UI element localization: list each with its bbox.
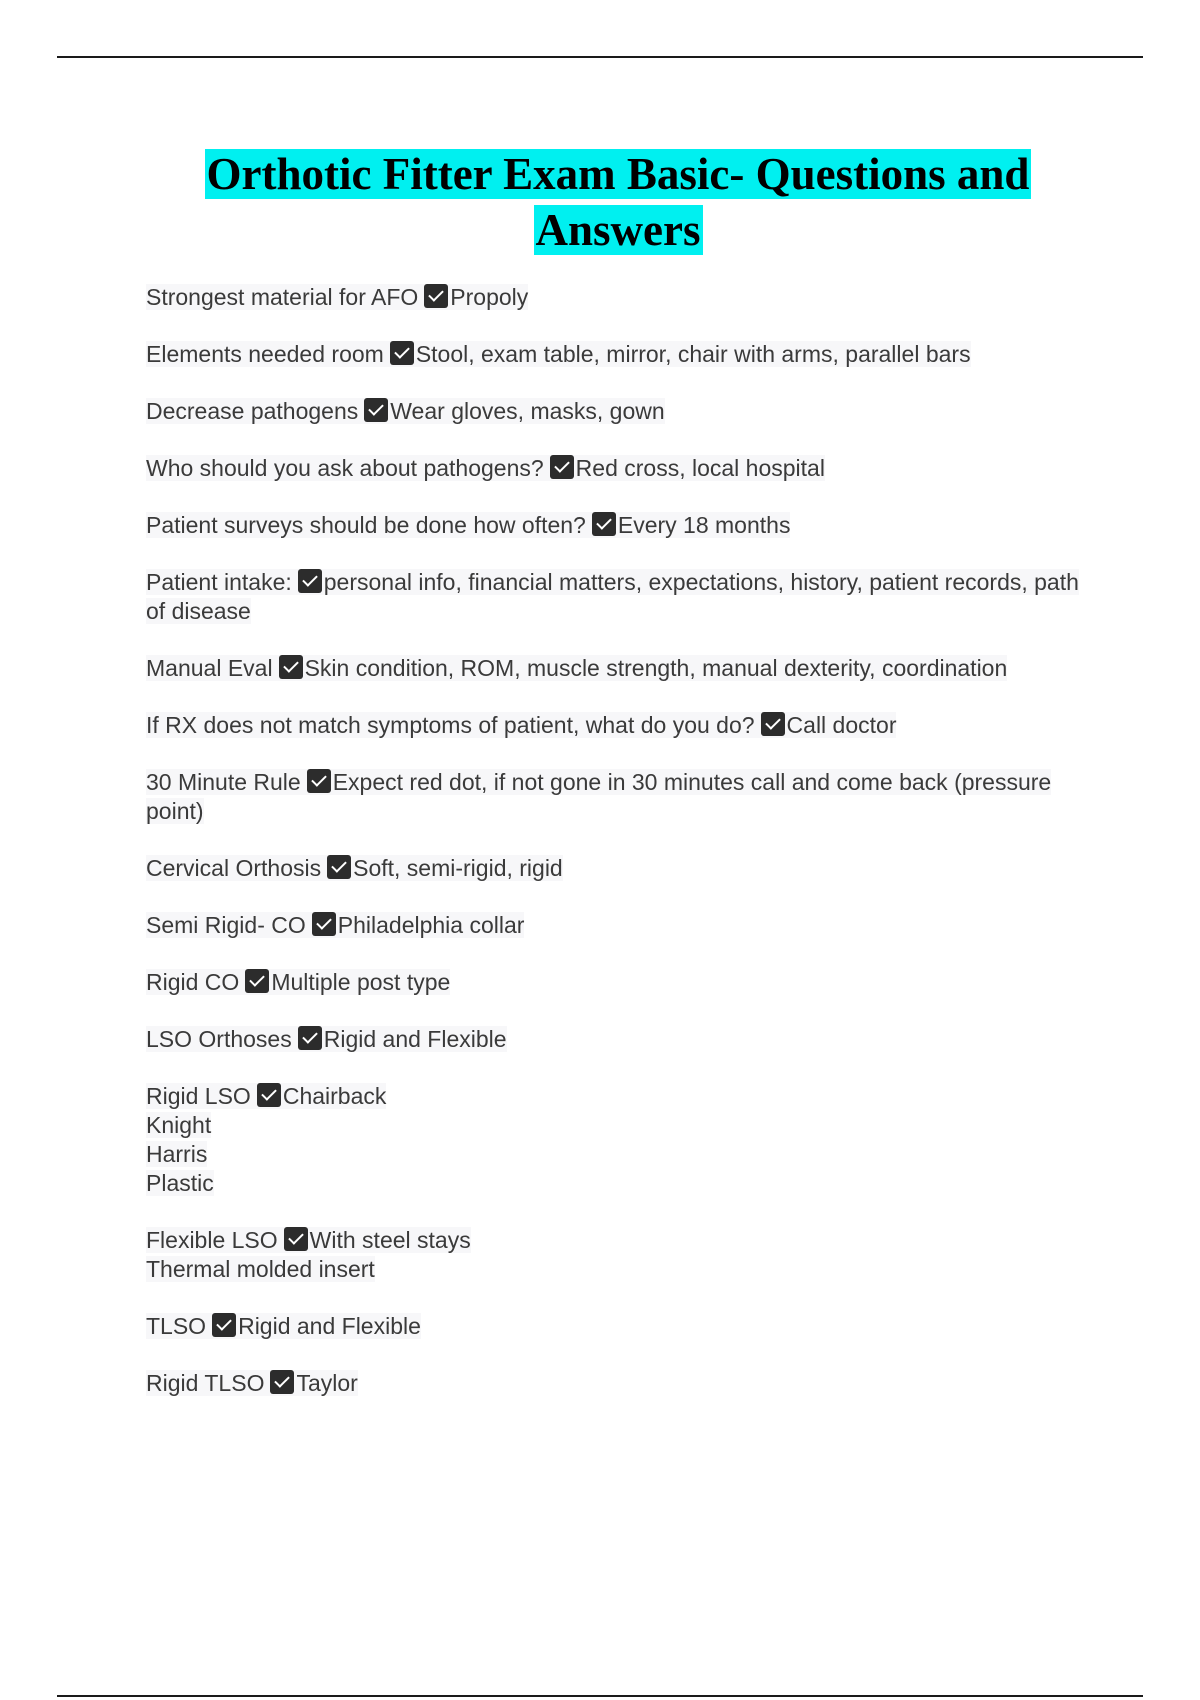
qa-item	[146, 568, 1096, 626]
qa-item	[146, 1082, 1096, 1198]
question-text: Patient surveys should be done how often?	[146, 512, 586, 538]
checkmark-icon	[212, 1313, 236, 1337]
answer-text: Multiple post type	[271, 969, 451, 995]
qa-item	[146, 911, 1096, 940]
qa-item	[146, 854, 1096, 883]
question-text: Rigid LSO	[146, 1083, 251, 1109]
qa-item	[146, 454, 1096, 483]
qa-item	[146, 1369, 1096, 1398]
question-text: Patient intake:	[146, 569, 292, 595]
checkmark-icon	[298, 569, 322, 593]
checkmark-icon	[761, 712, 785, 736]
question-text: Who should you ask about pathogens?	[146, 455, 544, 481]
answer-text: Call doctor	[786, 712, 897, 738]
answer-text: Stool, exam table, mirror, chair with arms, parallel bars	[415, 341, 971, 367]
question-text: If RX does not match symptoms of patient, what do you do?	[146, 712, 755, 738]
answer-text: Rigid and Flexible	[238, 1313, 421, 1339]
question-text: 30 Minute Rule	[146, 769, 301, 795]
qa-item	[146, 654, 1096, 683]
answer-text: personal info, financial matters, expectations, history, patient records, path of disease	[146, 569, 1079, 624]
title-block	[120, 146, 1116, 258]
answer-text: Expect red dot, if not gone in 30 minutes call and come back (pressure point)	[146, 769, 1052, 824]
checkmark-icon	[327, 855, 351, 879]
checkmark-icon	[550, 455, 574, 479]
answer-text: Philadelphia collar	[337, 912, 525, 938]
qa-item	[146, 768, 1096, 826]
title-line-2: Answers	[535, 205, 701, 255]
qa-list	[146, 283, 1096, 1426]
checkmark-icon	[257, 1083, 281, 1107]
question-text: TLSO	[146, 1313, 207, 1339]
qa-item	[146, 397, 1096, 426]
answer-text: Every 18 months	[617, 512, 791, 538]
question-text: Rigid CO	[146, 969, 240, 995]
question-text: Semi Rigid- CO	[146, 912, 306, 938]
bottom-divider	[57, 1695, 1143, 1697]
answer-text: Propoly	[450, 284, 529, 310]
question-text: LSO Orthoses	[146, 1026, 292, 1052]
answer-text: Wear gloves, masks, gown	[390, 398, 665, 424]
checkmark-icon	[279, 655, 303, 679]
answer-extra-line: Plastic	[146, 1170, 214, 1196]
question-text: Manual Eval	[146, 655, 273, 681]
checkmark-icon	[245, 969, 269, 993]
question-text: Cervical Orthosis	[146, 855, 322, 881]
checkmark-icon	[270, 1370, 294, 1394]
top-divider	[57, 56, 1143, 58]
checkmark-icon	[592, 512, 616, 536]
checkmark-icon	[312, 912, 336, 936]
question-text: Elements needed room	[146, 341, 384, 367]
checkmark-icon	[424, 284, 448, 308]
checkmark-icon	[364, 398, 388, 422]
qa-item	[146, 968, 1096, 997]
qa-item	[146, 511, 1096, 540]
answer-extra-line: Knight	[146, 1112, 212, 1138]
checkmark-icon	[284, 1227, 308, 1251]
answer-extra-line: Thermal molded insert	[146, 1256, 375, 1282]
qa-item	[146, 1226, 1096, 1284]
checkmark-icon	[298, 1026, 322, 1050]
answer-text: Soft, semi-rigid, rigid	[353, 855, 563, 881]
document-title	[120, 146, 1116, 258]
checkmark-icon	[307, 769, 331, 793]
qa-item	[146, 1025, 1096, 1054]
answer-text: Rigid and Flexible	[323, 1026, 507, 1052]
answer-text: With steel stays	[309, 1227, 471, 1253]
checkmark-icon	[390, 341, 414, 365]
qa-item	[146, 1312, 1096, 1341]
answer-text: Taylor	[296, 1370, 358, 1396]
answer-extra-line: Harris	[146, 1141, 208, 1167]
question-text: Decrease pathogens	[146, 398, 359, 424]
question-text: Strongest material for AFO	[146, 284, 419, 310]
question-text: Flexible LSO	[146, 1227, 278, 1253]
answer-text: Red cross, local hospital	[575, 455, 825, 481]
answer-text: Skin condition, ROM, muscle strength, manual dexterity, coordination	[304, 655, 1008, 681]
qa-item	[146, 283, 1096, 312]
title-line-1: Orthotic Fitter Exam Basic- Questions and	[206, 149, 1030, 199]
qa-item	[146, 340, 1096, 369]
question-text: Rigid TLSO	[146, 1370, 265, 1396]
qa-item	[146, 711, 1096, 740]
answer-text: Chairback	[282, 1083, 387, 1109]
